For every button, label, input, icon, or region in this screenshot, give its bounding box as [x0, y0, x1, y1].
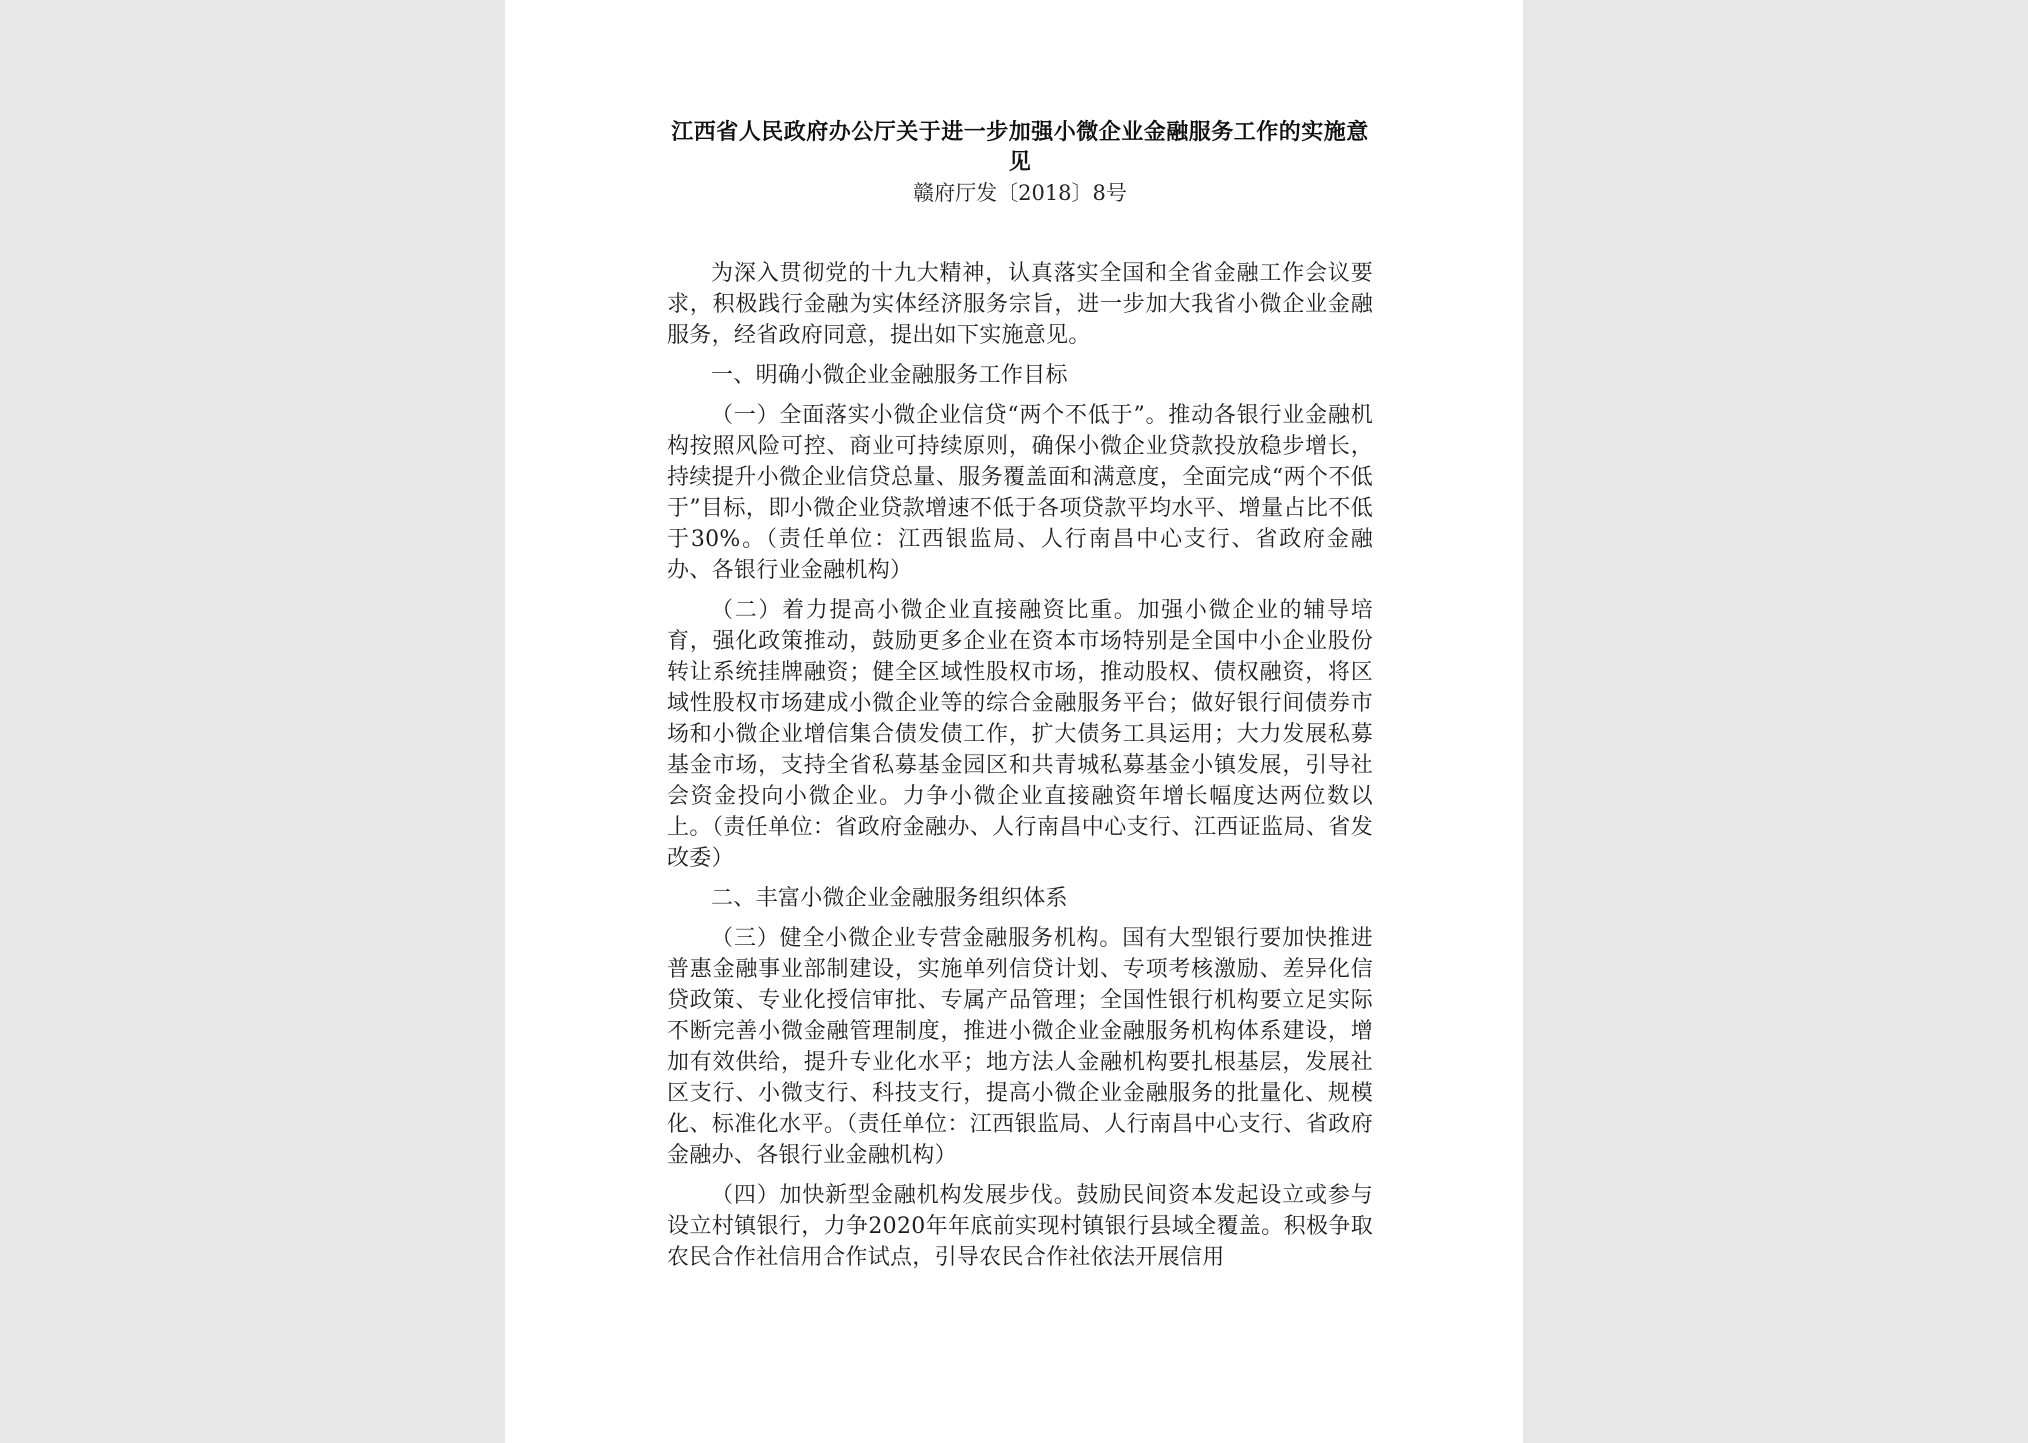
paragraph-item-4: （四）加快新型金融机构发展步伐。鼓励民间资本发起设立或参与设立村镇银行，力争2020年年底前实现村镇银行县域全覆盖。积极争取农民合作社信用合作试点，引导农民合作社依法开展信用: [667, 1183, 1373, 1270]
section-heading-2: 二、丰富小微企业金融服务组织体系: [711, 886, 1068, 911]
paragraph-item-1: （一）全面落实小微企业信贷“两个不低于”。推动各银行业金融机构按照风险可控、商业可持续原则，确保小微企业贷款投放稳步增长，持续提升小微企业信贷总量、服务覆盖面和满意度，全面完成“两个不低于”目标，即小微企业贷款增速不低于各项贷款平均水平、增量占比不低于30%。（责任单位：江西银监局、人行南昌中心支行、省政府金融办、各银行业金融机构）: [667, 403, 1373, 583]
page-content: [667, 118, 1373, 1282]
paragraph-item-3: （三）健全小微企业专营金融服务机构。国有大型银行要加快推进普惠金融事业部制建设，实施单列信贷计划、专项考核激励、差异化信贷政策、专业化授信审批、专属产品管理；全国性银行机构要立足实际不断完善小微金融管理制度，推进小微企业金融服务机构体系建设，增加有效供给，提升专业化水平；地方法人金融机构要扎根基层，发展社区支行、小微支行、科技支行，提高小微企业金融服务的批量化、规模化、标准化水平。（责任单位：江西银监局、人行南昌中心支行、省政府金融办、各银行业金融机构）: [667, 926, 1373, 1168]
section-heading-1: 一、明确小微企业金融服务工作目标: [711, 363, 1068, 388]
document-title: 江西省人民政府办公厅关于进一步加强小微企业金融服务工作的实施意见: [671, 120, 1369, 175]
paragraph-item-2: （二）着力提高小微企业直接融资比重。加强小微企业的辅导培育，强化政策推动，鼓励更多企业在资本市场特别是全国中小企业股份转让系统挂牌融资；健全区域性股权市场，推动股权、债权融资，将区域性股权市场建成小微企业等的综合金融服务平台；做好银行间债券市场和小微企业增信集合债发债工作，扩大债务工具运用；大力发展私募基金市场，支持全省私募基金园区和共青城私募基金小镇发展，引导社会资金投向小微企业。力争小微企业直接融资年增长幅度达两位数以上。（责任单位：省政府金融办、人行南昌中心支行、江西证监局、省发改委）: [667, 598, 1373, 871]
intro-paragraph: 为深入贯彻党的十九大精神，认真落实全国和全省金融工作会议要求，积极践行金融为实体经济服务宗旨，进一步加大我省小微企业金融服务，经省政府同意，提出如下实施意见。: [667, 261, 1373, 348]
document-number: 赣府厅发〔2018〕8号: [913, 181, 1127, 205]
document-page: [505, 0, 1523, 1443]
